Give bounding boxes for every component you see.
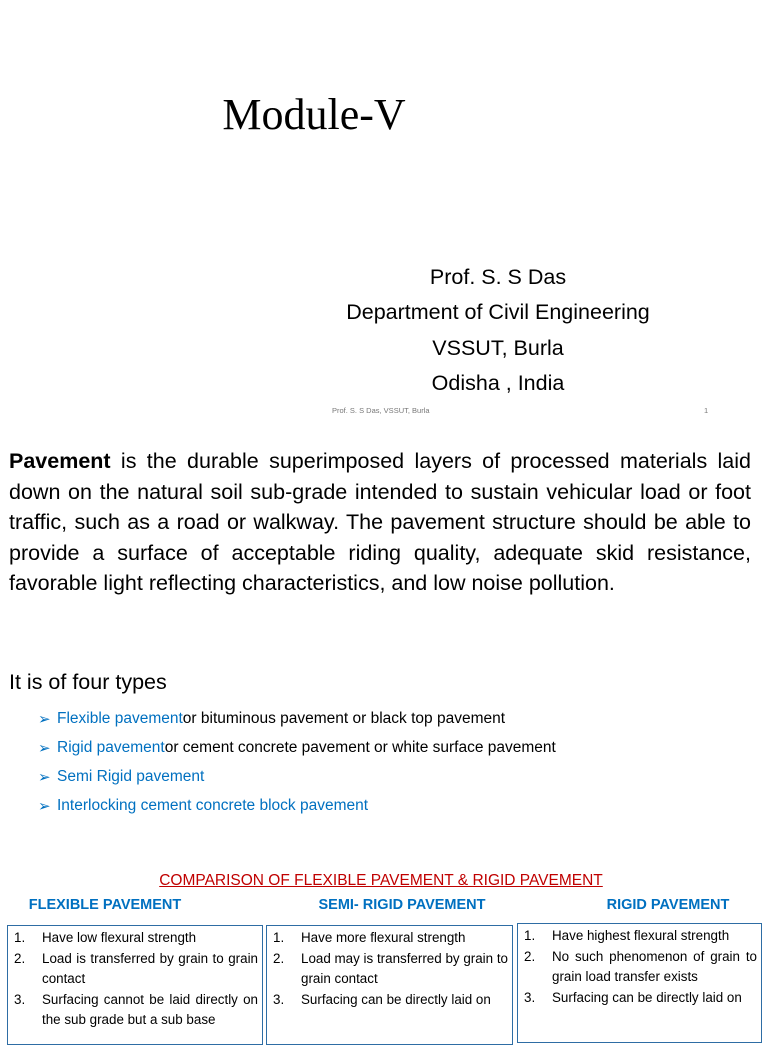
comparison-title: COMPARISON OF FLEXIBLE PAVEMENT & RIGID PAVEMENT: [159, 872, 603, 889]
list-item: [38, 791, 738, 820]
column-heading-semi-rigid: SEMI- RIGID PAVEMENT: [318, 897, 486, 913]
rigid-pavement-box: [517, 923, 762, 1043]
type-name: Rigid pavement: [57, 738, 165, 756]
type-name: Interlocking cement concrete block pavement: [57, 796, 369, 814]
list-item: 2. Load is transferred by grain to grain contact: [14, 951, 258, 986]
list-item: 1. Have highest flexural strength: [524, 928, 730, 943]
column-heading-flexible: FLEXIBLE PAVEMENT: [28, 897, 182, 913]
page-number: 1: [704, 406, 709, 415]
list-item: 3. Surfacing can be directly laid on: [524, 990, 742, 1005]
type-name: Flexible pavement: [57, 709, 183, 727]
list-item: 1. Have more flexural strength: [273, 930, 466, 945]
list-item: 3. Surfacing cannot be laid directly on the sub grade but a sub base: [14, 992, 258, 1027]
list-item: [38, 762, 738, 791]
slide-title: Module-V: [222, 90, 406, 139]
column-heading-rigid: RIGID PAVEMENT: [606, 897, 730, 913]
pavement-definition: [9, 446, 751, 599]
list-item: [38, 704, 738, 733]
author-institute: VSSUT, Burla: [432, 335, 564, 360]
author-name: Prof. S. S Das: [429, 265, 567, 289]
arrow-bullet-icon: ➢: [38, 768, 51, 786]
types-heading: It is of four types: [9, 670, 167, 694]
definition-text: is the durable superimposed layers of processed materials laid down on the natural soil sub-grade intended to sustain vehicular load or foot traffic, such as a road or walkway. The pavement structure should be able to provide a surface of acceptable riding quality, adequate skid resistance, favorable light reflecting characteristics, and low noise pollution.: [9, 449, 751, 596]
type-name: Semi Rigid pavement: [57, 767, 205, 785]
flexible-pavement-box: [7, 925, 263, 1045]
author-department: Department of Civil Engineering: [346, 300, 650, 325]
type-description: or cement concrete pavement or white surface pavement: [164, 738, 556, 756]
arrow-bullet-icon: ➢: [38, 739, 51, 757]
slide-footer: Prof. S. S Das, VSSUT, Burla: [332, 406, 430, 415]
definition-term: Pavement: [9, 449, 111, 473]
list-item: [38, 733, 738, 762]
list-item: 1. Have low flexural strength: [14, 930, 197, 945]
author-block: [330, 260, 666, 401]
list-item: 2. Load may is transferred by grain to grain contact: [273, 951, 508, 986]
pavement-types-list: [38, 704, 738, 820]
semi-rigid-pavement-box: [266, 925, 513, 1045]
list-item: 3. Surfacing can be directly laid on: [273, 992, 491, 1007]
author-location: Odisha , India: [431, 370, 565, 395]
list-item: 2. No such phenomenon of grain to grain load transfer exists: [524, 949, 757, 984]
arrow-bullet-icon: ➢: [38, 710, 51, 728]
type-description: or bituminous pavement or black top pavement: [182, 709, 506, 727]
arrow-bullet-icon: ➢: [38, 797, 51, 815]
